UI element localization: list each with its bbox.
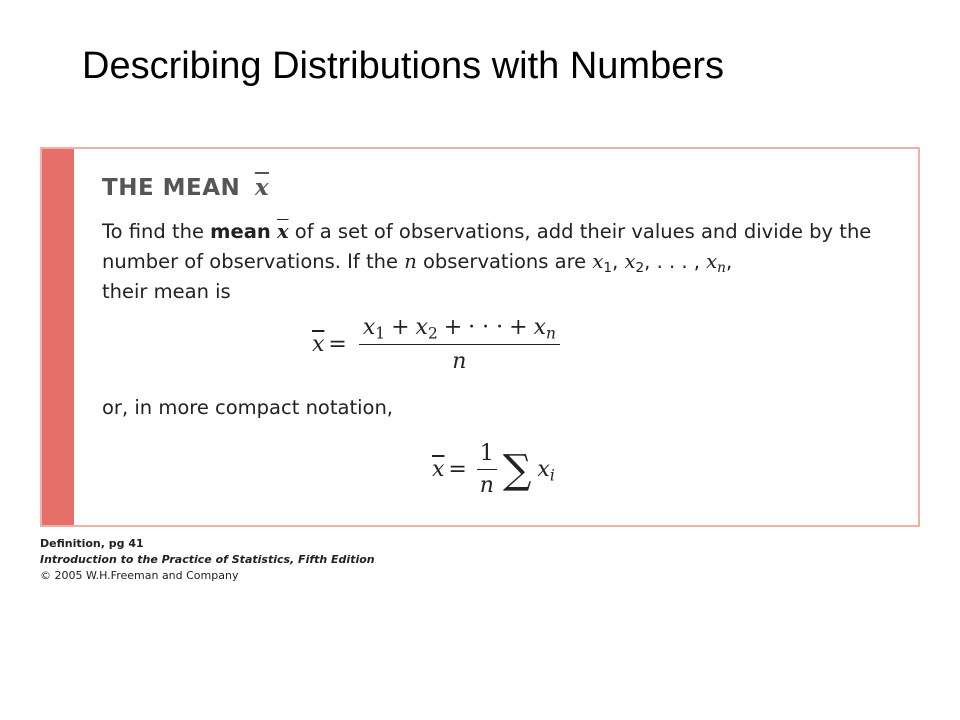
sigma-symbol: ∑ (502, 446, 532, 493)
mean-formula-compact: $\overline{x}$ = $\frac{1}{n}$ ∑ $x_i$ (432, 441, 555, 498)
source-caption (40, 536, 375, 584)
definition-box (40, 147, 920, 527)
fraction: $\frac{x_1 + x_2 + \cdot \cdot \cdot + x_n}{n}$ (359, 315, 560, 374)
definition-paragraph: To find the mean $\overline{x}$ of a set of observations, add their values and divide by the number of observations. If the n observations are $x_1$, $x_2$, . . . , $x_n$, their mean is (102, 220, 872, 303)
caption-line-1: Definition, pg 41 (40, 537, 144, 550)
caption-line-3: © 2005 W.H.Freeman and Company (40, 569, 239, 582)
fraction-one-over-n: $\frac{1}{n}$ (477, 441, 497, 498)
accent-stripe (42, 149, 74, 525)
compact-notation-text: or, in more compact notation, (102, 396, 394, 419)
slide-title: Describing Distributions with Numbers (82, 45, 724, 87)
caption-line-2: Introduction to the Practice of Statistics, Fifth Edition (40, 553, 375, 566)
mean-formula-expanded: $\overline{x}$ = $\frac{x_1 + x_2 + \cdot \cdot \cdot + x_n}{n}$ (312, 315, 560, 374)
heading-xbar-symbol: $\overline{x}$ (254, 174, 270, 201)
definition-content (102, 173, 904, 307)
definition-heading (102, 173, 904, 203)
heading-text: THE MEAN (102, 175, 241, 201)
